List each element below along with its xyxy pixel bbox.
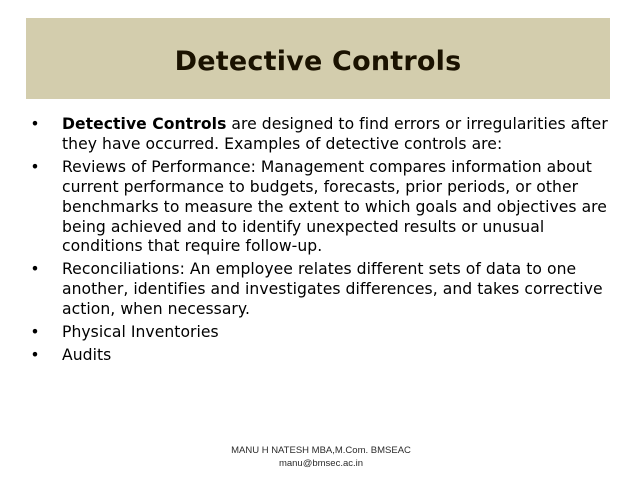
bullet-text: Reviews of Performance: Management compares information about current performance to budgets, forecasts, prior periods, or other benchmarks to measure the extent to which goals and objectives are being achieved and to identify unexpected results or unusual conditions that require follow-up. [62, 157, 607, 256]
slide-footer [0, 444, 638, 470]
footer-author: MANU H NATESH MBA,M.Com. BMSEAC [231, 445, 411, 456]
bullet-text: Physical Inventories [62, 323, 219, 342]
bullet-item [28, 260, 613, 320]
bullet-item [28, 115, 613, 155]
bullet-item [28, 346, 613, 366]
bullet-text: are designed to find errors or irregularities after they have occurred. Examples of detective controls are: [62, 115, 608, 153]
slide-title: Detective Controls [174, 46, 462, 77]
bullet-text: Reconciliations: An employee relates different sets of data to one another, identifies and investigates differences, and takes corrective action, when necessary. [62, 260, 603, 319]
bullet-marker: • [30, 345, 40, 364]
bullet-item [28, 158, 613, 258]
title-band [26, 18, 610, 99]
bullet-marker: • [30, 323, 40, 342]
bullet-list [28, 115, 613, 369]
bullet-marker: • [30, 115, 40, 133]
bullet-lead: Detective Controls [62, 115, 227, 133]
bullet-marker: • [30, 157, 40, 176]
footer-email: manu@bmsec.ac.in [278, 458, 364, 469]
bullet-marker: • [30, 260, 40, 279]
bullet-item [28, 323, 613, 343]
bullet-text: Audits [62, 345, 112, 364]
